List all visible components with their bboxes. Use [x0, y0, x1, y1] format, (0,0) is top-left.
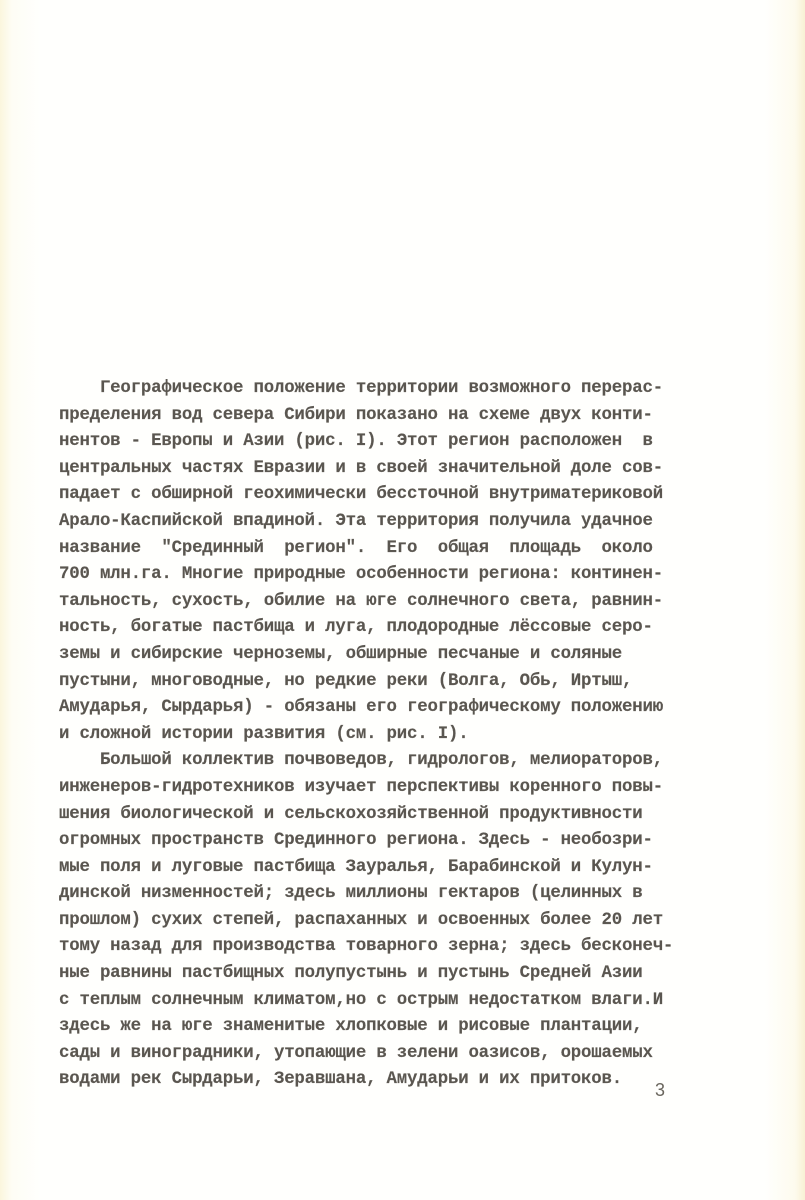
text-line: 700 млн.га. Многие природные особенности региона: континен- — [59, 565, 663, 585]
text-line: центральных частях Евразии и в своей значительной доле сов- — [59, 458, 663, 478]
text-line: Большой коллектив почвоведов, гидрологов, мелиораторов, — [59, 751, 663, 771]
text-line: динской низменностей; здесь миллионы гектаров (целинных в — [59, 884, 643, 904]
text-line: ные равнины пастбищных полупустынь и пустынь Средней Азии — [59, 964, 643, 984]
text-line: пустыни, многоводные, но редкие реки (Волга, Обь, Иртыш, — [59, 671, 633, 691]
text-line: Географическое положение территории возможного перерас- — [59, 379, 663, 398]
text-line: нентов - Европы и Азии (рис. I). Этот регион расположен в — [59, 432, 653, 452]
text-line: ность, богатые пастбища и луга, плодородные лёссовые серо- — [59, 618, 653, 638]
text-line: сады и виноградники, утопающие в зелени оазисов, орошаемых — [59, 1043, 653, 1063]
text-line: прошлом) сухих степей, распаханных и освоенных более 20 лет — [59, 910, 663, 930]
text-line: Арало-Каспийской впадиной. Эта территория получила удачное — [59, 511, 653, 531]
paragraph-1 — [59, 376, 719, 748]
text-line: земы и сибирские черноземы, обширные песчаные и соляные — [59, 644, 622, 664]
paragraph-2 — [59, 748, 719, 1094]
text-line: пределения вод севера Сибири показано на схеме двух конти- — [59, 405, 653, 425]
text-line: название "Срединный регион". Его общая площадь около — [59, 538, 653, 558]
text-line: с теплым солнечным климатом,но с острым недостатком влаги.И — [59, 990, 663, 1010]
page-number: 3 — [655, 1080, 666, 1100]
body-text — [59, 376, 719, 1094]
text-line: Амударья, Сырдарья) - обязаны его географическому положению — [59, 698, 663, 718]
text-line: мые поля и луговые пастбища Зауралья, Барабинской и Кулун- — [59, 857, 653, 877]
text-line: инженеров-гидротехников изучает перспективы коренного повы- — [59, 777, 663, 797]
text-line: тому назад для производства товарного зерна; здесь бесконеч- — [59, 937, 674, 957]
text-line: шения биологической и сельскохозяйственной продуктивности — [59, 804, 643, 824]
text-line: тальность, сухость, обилие на юге солнечного света, равнин- — [59, 591, 663, 611]
text-line: здесь же на юге знаменитые хлопковые и рисовые плантации, — [59, 1017, 643, 1037]
text-line: огромных пространств Срединного региона. Здесь - необозри- — [59, 831, 653, 851]
text-line: падает с обширной геохимически бессточной внутриматериковой — [59, 485, 663, 505]
text-line: водами рек Сырдарьи, Зеравшана, Амударьи и их притоков. — [59, 1070, 622, 1090]
text-line: и сложной истории развития (см. рис. I). — [59, 724, 469, 744]
